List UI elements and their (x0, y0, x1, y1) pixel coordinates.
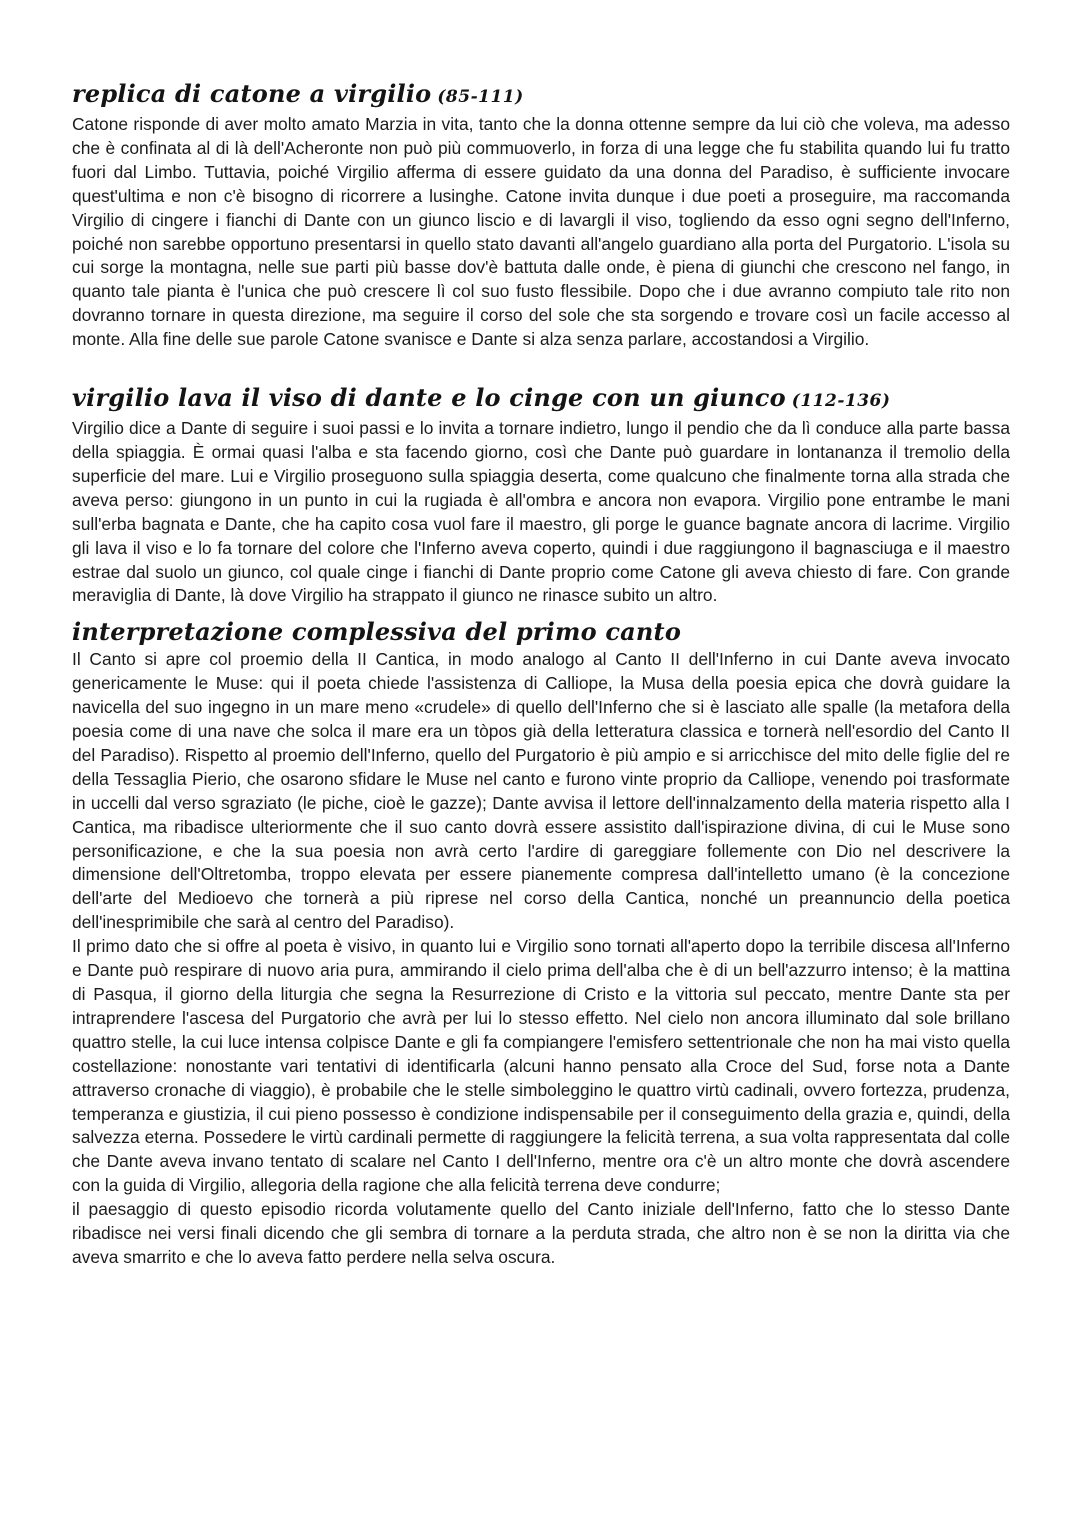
section-replica-di-catone (72, 78, 1010, 352)
paragraph: Catone risponde di aver molto amato Marzia in vita, tanto che la donna ottenne sempre da lui ciò che voleva, ma adesso che è confinata al di là dell'Acheronte non può più commuoverlo, in forza di una legge che fu stabilita quando lui fu tratto fuori dal Limbo. Tuttavia, poiché Virgilio afferma di essere guidato da una donna del Paradiso, è sufficiente invocare quest'ultima e non c'è bisogno di ricorrere a lusinghe. Catone invita dunque i due poeti a proseguire, ma raccomanda Virgilio di cingere i fianchi di Dante con un giunco liscio e di lavargli il viso, togliendo da esso ogni segno dell'Inferno, poiché non sarebbe opportuno presentarsi in quello stato davanti all'angelo guardiano alla porta del Purgatorio. L'isola su cui sorge la montagna, nelle sue parti più basse dov'è battuta dalle onde, è piena di giunchi che crescono nel fango, in quanto tale pianta è l'unica che può crescere lì col suo fusto flessibile. Dopo che i due avranno compiuto tale rito non dovranno tornare in questa direzione, ma seguire il corso del sole che sta sorgendo e trovare così un facile accesso al monte. Alla fine delle sue parole Catone svanisce e Dante si alza senza parlare, accostandosi a Virgilio. (72, 114, 1010, 350)
section-heading (72, 78, 1010, 113)
section-heading (72, 616, 1010, 648)
section-virgilio-lava-il-viso (72, 382, 1010, 608)
section-heading-text: replica di catone a virgilio (72, 79, 432, 108)
paragraph: Il primo dato che si offre al poeta è visivo, in quanto lui e Virgilio sono tornati all'aperto dopo la terribile discesa all'Inferno e Dante può respirare di nuovo aria pura, ammirando il cielo prima dell'alba che è di un bell'azzurro intenso; è la mattina di Pasqua, il giorno della liturgia che segna la Resurrezione di Cristo e la vittoria sul peccato, mentre Dante sta per intraprendere l'ascesa del Purgatorio che avrà per lui lo stesso effetto. Nel cielo non ancora illuminato dal sole brillano quattro stelle, la cui luce intensa colpisce Dante e gli fa compiangere l'emisfero settentrionale che non ha mai visto quella costellazione: nonostante vari tentativi di identificarla (alcuni hanno pensato alla Croce del Sud, forse nota a Dante attraverso cronache di viaggio), è probabile che le stelle simboleggino le quattro virtù cadinali, ovvero fortezza, prudenza, temperanza e giustizia, il cui pieno possesso è condizione indispensabile per il conseguimento della grazia e, quindi, della salvezza eterna. Possedere le virtù cardinali permette di raggiungere la felicità terrena, a sua volta rappresentata dal colle che Dante aveva invano tentato di scalare nel Canto I dell'Inferno, mentre ora c'è un altro monte che dovrà ascendere con la guida di Virgilio, allegoria della ragione che alla felicità terrena deve condurre; (72, 936, 1010, 1196)
paragraph: Virgilio dice a Dante di seguire i suoi passi e lo invita a tornare indietro, lungo il pendio che da lì conduce alla parte bassa della spiaggia. È ormai quasi l'alba e sta facendo giorno, così che Dante può guardare in lontananza il tremolio della superficie del mare. Lui e Virgilio proseguono sulla spiaggia deserta, come qualcuno che finalmente torna alla strada che aveva perso: giungono in un punto in cui la rugiada è all'ombra e ancora non evapora. Virgilio pone entrambe le mani sull'erba bagnata e Dante, che ha capito cosa vuol fare il maestro, gli porge le guance bagnate ancora di lacrime. Virgilio gli lava il viso e lo fa tornare del colore che l'Inferno aveva coperto, quindi i due raggiungono il bagnasciuga e il maestro estrae dal suolo un giunco, col quale cinge i fianchi di Dante proprio come Catone gli aveva chiesto di fare. Con grande meraviglia di Dante, là dove Virgilio ha strappato il giunco ne rinasce subito un altro. (72, 418, 1010, 606)
section-heading (72, 382, 1010, 417)
section-heading-text: interpretazione complessiva del primo canto (72, 617, 682, 647)
paragraph: Il Canto si apre col proemio della II Cantica, in modo analogo al Canto II dell'Inferno in cui Dante aveva invocato genericamente le Muse: qui il poeta chiede l'assistenza di Calliope, la Musa della poesia epica che dovrà guidare la navicella del suo ingegno in un mare meno «crudele» di quello dell'Inferno che si è lasciato alle spalle (la metafora della poesia come di una nave che solca il mare era un tòpos già della letteratura classica e tornerà nell'esordio del Canto II del Paradiso). Rispetto al proemio dell'Inferno, quello del Purgatorio è più ampio e si arricchisce del mito delle figlie del re della Tessaglia Pierio, che osarono sfidare le Muse nel canto e furono vinte proprio da Calliope, venendo poi trasformate in uccelli dal verso sgraziato (le piche, cioè le gazze); Dante avvisa il lettore dell'innalzamento della materia rispetto alla I Cantica, ma ribadisce ulteriormente che il suo canto dovrà essere assistito dall'ispirazione divina, di cui le Muse sono personificazione, e che la sua poesia non avrà certo l'ardire di gareggiare follemente con Dio nel descrivere la dimensione dell'Oltretomba, troppo elevata per essere pianemente compresa dall'intelletto umano (è la concezione dell'arte del Medioevo che tornerà a più riprese nel corso della Cantica, nonché un preannuncio della poetica dell'inesprimibile che sarà al centro del Paradiso). (72, 649, 1010, 933)
section-heading-text: virgilio lava il viso di dante e lo cinge con un giunco (72, 383, 786, 413)
document-page (72, 78, 1010, 1270)
verse-range: (112-136) (791, 391, 891, 412)
paragraph: il paesaggio di questo episodio ricorda volutamente quello del Canto iniziale dell'Inferno, fatto che lo stesso Dante ribadisce nei versi finali dicendo che gli sembra di tornare a la perduta strada, che altro non è se non la diritta via che aveva smarrito e che lo aveva fatto perdere nella selva oscura. (72, 1199, 1010, 1267)
verse-range: (85-111) (437, 87, 524, 107)
section-interpretazione-complessiva (72, 616, 1010, 1270)
